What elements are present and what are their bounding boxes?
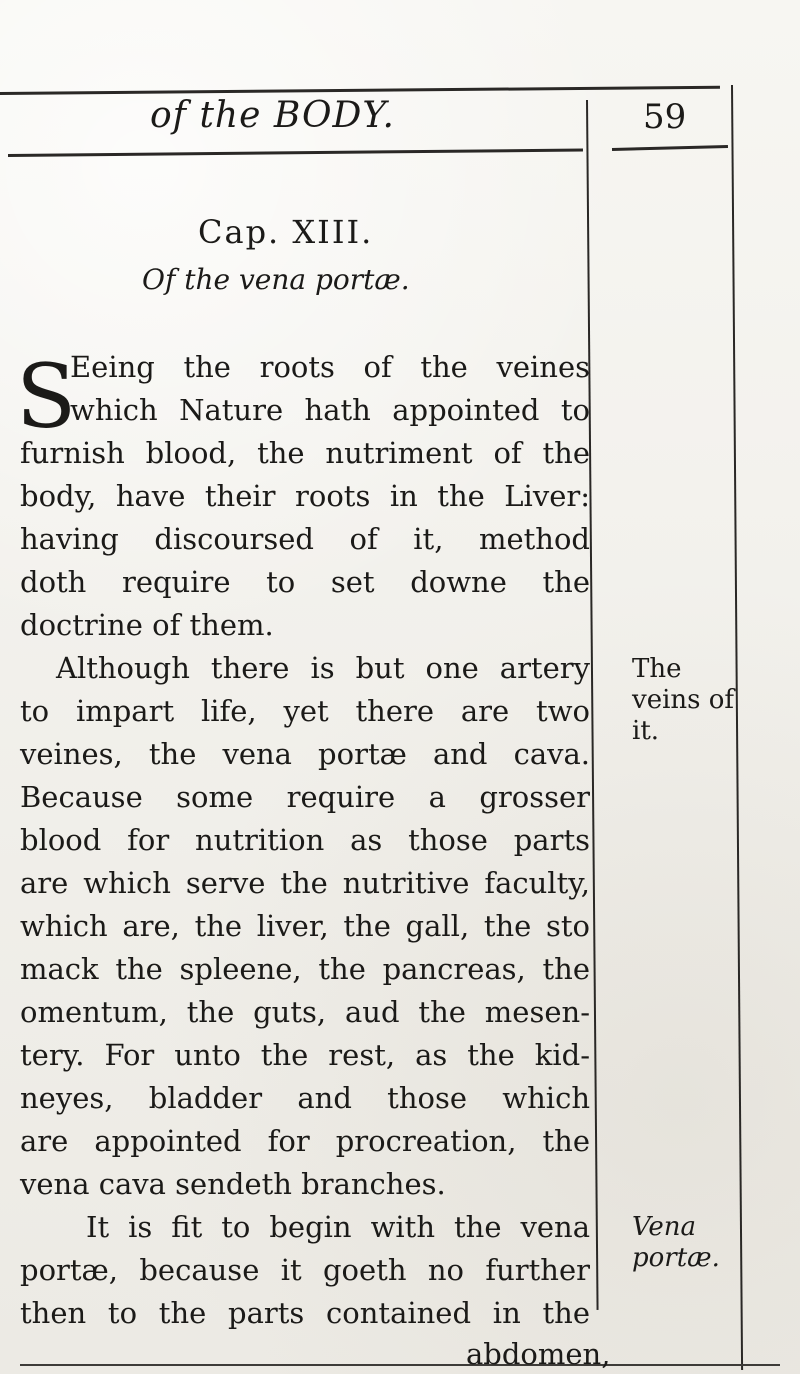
- top-border-rule: [0, 86, 720, 95]
- margin-note-line: Vena: [632, 1212, 697, 1242]
- margin-note-line: it.: [632, 716, 660, 747]
- text-line-2: which Nature hath appointed to: [70, 393, 590, 427]
- text-line-10: veines, the vena portæ and cava.: [20, 737, 590, 771]
- text-line-6: doth require to set downe the: [20, 565, 590, 599]
- text-line-15: mack the spleene, the pancreas, the: [20, 952, 590, 986]
- chapter-title: Cap. XIII.: [198, 213, 374, 251]
- text-line-21: It is fit to begin with the vena: [86, 1210, 590, 1244]
- text-line-11: Because some require a grosser: [20, 780, 590, 814]
- text-line-8: Although there is but one artery: [56, 651, 590, 685]
- bottom-edge-line: [20, 1364, 780, 1366]
- text-line-1: Eeing the roots of the veines: [70, 350, 590, 384]
- margin-note-line: portæ.: [632, 1243, 720, 1274]
- text-line-16: omentum, the guts, aud the mesen-: [20, 995, 590, 1029]
- margin-note-veins: [632, 654, 734, 748]
- text-line-20: vena cava sendeth branches.: [20, 1167, 446, 1201]
- margin-note-line: veins of: [632, 685, 735, 716]
- text-line-4: body, have their roots in the Liver:: [20, 479, 590, 513]
- header-rule-left: [8, 148, 583, 157]
- text-line-17: tery. For unto the rest, as the kid-: [20, 1038, 590, 1072]
- text-line-7: doctrine of them.: [20, 608, 274, 642]
- text-line-14: which are, the liver, the gall, the sto: [20, 909, 590, 943]
- text-line-24: abdomen,: [466, 1337, 611, 1371]
- text-line-5: having discoursed of it, method: [20, 522, 590, 556]
- margin-note-line: The: [632, 654, 682, 684]
- drop-cap: S: [16, 345, 77, 448]
- running-head: of the BODY.: [150, 95, 395, 136]
- text-line-23: then to the parts contained in the: [20, 1296, 590, 1330]
- header-rule-right: [612, 145, 728, 151]
- text-column-divider: [586, 100, 599, 1310]
- margin-note-vena-portae: [632, 1212, 720, 1274]
- text-line-22: portæ, because it goeth no further: [20, 1253, 590, 1287]
- text-line-13: are which serve the nutritive faculty,: [20, 866, 590, 900]
- text-line-9: to impart life, yet there are two: [20, 694, 590, 728]
- text-line-19: are appointed for procreation, the: [20, 1124, 590, 1158]
- text-line-3: furnish blood, the nutriment of the: [20, 436, 590, 470]
- chapter-subtitle: Of the vena portæ.: [142, 263, 410, 296]
- page-number: 59: [643, 97, 687, 137]
- text-line-18: neyes, bladder and those which: [20, 1081, 590, 1115]
- text-line-12: blood for nutrition as those parts: [20, 823, 590, 857]
